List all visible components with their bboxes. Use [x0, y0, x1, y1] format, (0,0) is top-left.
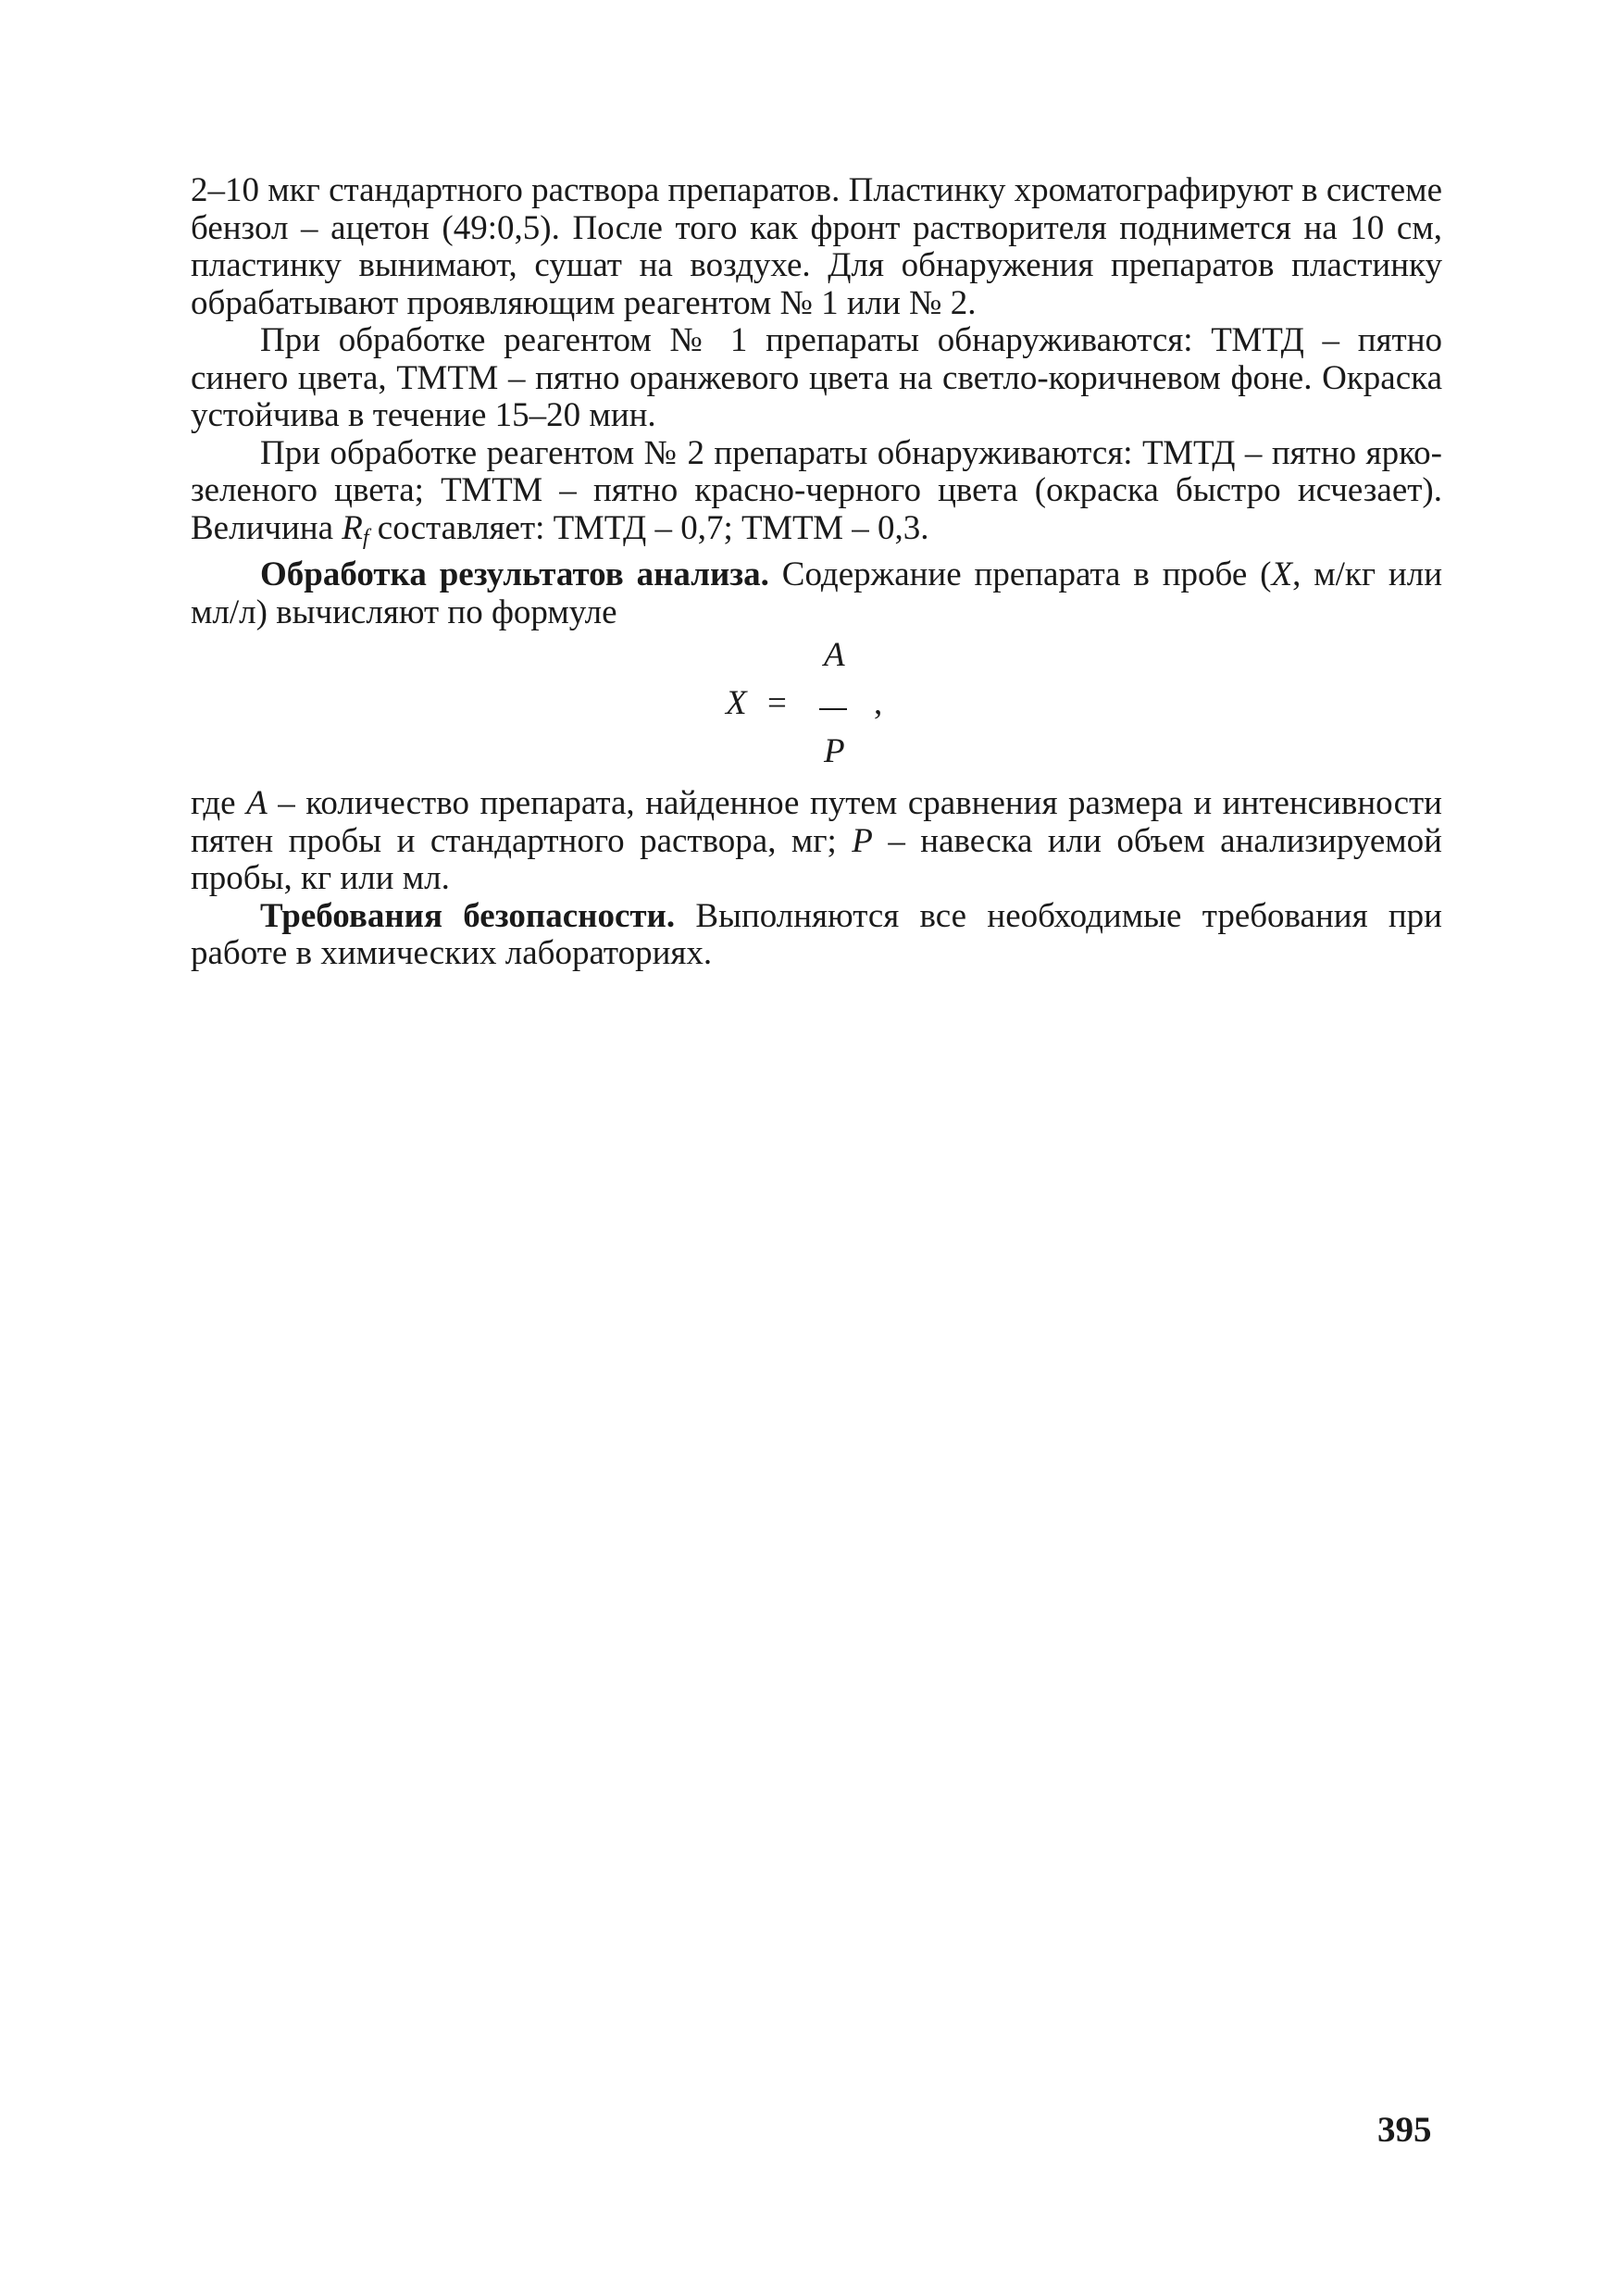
rf-symbol: R	[342, 508, 363, 547]
variables-text-start: где	[191, 784, 247, 822]
page-text	[191, 172, 1442, 973]
results-heading: Обработка результатов анализа.	[260, 555, 769, 593]
rf-values-text: составляет: ТМТД – 0,7; ТМТМ – 0,3.	[368, 508, 929, 547]
paragraph-reagent-2	[191, 435, 1442, 557]
formula-numerator: A	[824, 636, 845, 674]
rf-subscript: f	[362, 525, 369, 550]
variables-text-end: – навеска или объем анализируемой пробы, кг или мл.	[191, 821, 1442, 897]
formula	[191, 636, 1442, 778]
formula-equals: =	[767, 684, 787, 722]
paragraph-safety	[191, 898, 1442, 973]
results-text-start: Содержание препарата в пробе (	[768, 555, 1272, 593]
safety-heading: Требования безопасности.	[260, 896, 676, 935]
page-number: 395	[1377, 2110, 1432, 2150]
paragraph-variables	[191, 785, 1442, 898]
paragraph-results	[191, 556, 1442, 631]
paragraph-chromatography: 2–10 мкг стандартного раствора препаратов. Пластинку хроматографируют в системе бензол – ацетон (49:0,5). После того как фронт растворителя поднимется на 10 см, пластинку вынимают, сушат на воздухе. Для обнаружения препаратов пластинку обрабатывают проявляющим реагентом № 1 или № 2.	[191, 171, 1442, 322]
reagent-2-text: При обработке реагентом № 2 препараты обнаруживаются: ТМТД – пятно ярко-зеленого цвета; ТМТМ – пятно красно-черного цвета (окраска быстро исчезает). Величина	[191, 433, 1442, 547]
variables-text-mid: – количество препарата, найденное путем сравнения размера и интенсивности пятен пробы и стандартного раствора, мг;	[191, 784, 1442, 860]
formula-denominator: P	[824, 732, 845, 770]
fraction-bar	[819, 708, 847, 710]
variable-p: P	[852, 821, 873, 860]
results-text-end: , м/кг или мл/л) вычисляют по формуле	[191, 555, 1442, 631]
variable-a: A	[246, 784, 268, 822]
formula-comma: ,	[874, 684, 883, 722]
formula-lhs: X	[726, 684, 747, 722]
safety-text: Выполняются все необходимые требования при работе в химических лабораториях.	[191, 896, 1442, 972]
variable-x: X	[1271, 555, 1293, 593]
paragraph-reagent-1: При обработке реагентом № 1 препараты обнаруживаются: ТМТД – пятно синего цвета, ТМТМ – пятно оранжевого цвета на светло-коричневом фоне. Окраска устойчива в течение 15–20 мин.	[191, 321, 1442, 434]
